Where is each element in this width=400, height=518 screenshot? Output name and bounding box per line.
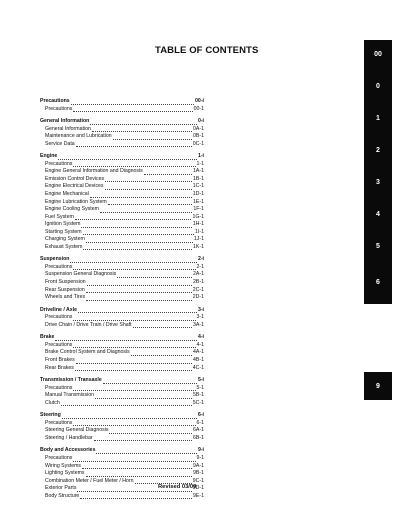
toc-entry-page-number: 1I-1	[195, 228, 204, 235]
dot-leader	[80, 498, 192, 499]
dot-leader	[81, 227, 191, 228]
dot-leader	[75, 219, 192, 220]
toc-entry[interactable]	[40, 106, 204, 114]
toc-entry-page-number: 6A-1	[193, 427, 204, 434]
toc-entry-page-number: 5-1	[196, 384, 204, 391]
toc-entry[interactable]	[40, 133, 204, 141]
toc-entry[interactable]	[40, 427, 204, 435]
toc-heading-page-number: 1-i	[197, 153, 204, 160]
toc-entry-label: Rear Brakes	[45, 364, 74, 371]
toc-entry-label: Precautions	[45, 419, 73, 426]
dot-leader	[131, 355, 192, 356]
toc-entry-label: Precautions	[45, 341, 73, 348]
toc-entry-page-number: 1H-1	[192, 221, 204, 228]
toc-entry-label: Rear Suspension	[45, 286, 85, 293]
toc-entry[interactable]	[40, 420, 204, 428]
dot-leader	[103, 383, 197, 384]
dot-leader	[77, 491, 191, 492]
toc-heading[interactable]	[40, 153, 204, 161]
toc-entry[interactable]	[40, 191, 204, 199]
toc-entry-page-number: 6B-1	[193, 434, 204, 441]
toc-entry-page-number: 9-1	[196, 454, 204, 461]
toc-entry-label: Engine Lubrication System	[45, 198, 107, 205]
toc-entry-page-number: 0B-1	[193, 133, 204, 140]
toc-entry[interactable]	[40, 287, 204, 295]
toc-entry-label: Front Brakes	[45, 356, 75, 363]
toc-entry-label: Precautions	[45, 384, 73, 391]
dot-leader	[62, 418, 197, 419]
toc-heading[interactable]	[40, 307, 204, 315]
dot-leader	[73, 347, 195, 348]
toc-entry[interactable]	[40, 271, 204, 279]
toc-entry-label: Emission Control Devices	[45, 175, 105, 182]
section-tab[interactable]: 2	[364, 136, 392, 164]
toc-heading[interactable]	[40, 118, 204, 126]
toc-entry[interactable]	[40, 199, 204, 207]
dot-leader	[86, 242, 193, 243]
toc-entry-page-number: 9A-1	[193, 462, 204, 469]
toc-entry-page-number: 0C-1	[192, 140, 204, 147]
toc-section	[40, 98, 204, 113]
toc-entry[interactable]	[40, 385, 204, 393]
toc-entry-page-number: 1E-1	[193, 198, 204, 205]
toc-heading[interactable]	[40, 334, 204, 342]
dot-leader	[73, 320, 195, 321]
toc-entry[interactable]	[40, 214, 204, 222]
toc-entry-label: Suspension General Diagnosis	[45, 271, 117, 278]
toc-entry-label: Precautions	[45, 160, 73, 167]
toc-entry[interactable]	[40, 279, 204, 287]
dot-leader	[90, 197, 192, 198]
dot-leader	[86, 300, 192, 301]
dot-leader	[71, 104, 194, 105]
toc-entry-label: Wiring Systems	[45, 462, 82, 469]
dot-leader	[109, 433, 192, 434]
toc-heading[interactable]	[40, 256, 204, 264]
toc-entry-page-number: 4-1	[196, 341, 204, 348]
dot-leader	[83, 234, 194, 235]
toc-entry[interactable]	[40, 435, 204, 443]
toc-entry-label: Body Structure	[45, 492, 80, 499]
toc-entry[interactable]	[40, 322, 204, 330]
toc-entry-label: Starting System	[45, 228, 82, 235]
toc-entry-page-number: 00-1	[193, 105, 204, 112]
toc-entry-label: Front Suspension	[45, 279, 86, 286]
toc-entry-page-number: 2-1	[196, 263, 204, 270]
dot-leader	[144, 174, 192, 175]
toc-heading-label: Steering	[40, 412, 61, 419]
section-tab[interactable]: 1	[364, 104, 392, 132]
toc-entry-label: Exhaust System	[45, 243, 83, 250]
toc-entry-label: Exterior Parts	[45, 485, 77, 492]
toc-entry[interactable]	[40, 229, 204, 237]
toc-entry-page-number: 2D-1	[192, 294, 204, 301]
section-tab[interactable]: 3	[364, 168, 392, 196]
section-tab[interactable]: 5	[364, 232, 392, 260]
toc-entry-label: Fuel System	[45, 213, 74, 220]
dot-leader	[100, 212, 192, 213]
dot-leader	[105, 181, 192, 182]
dot-leader	[92, 131, 192, 132]
toc-entry-label: Precautions	[45, 263, 73, 270]
dot-leader	[95, 398, 192, 399]
dot-leader	[113, 139, 192, 140]
dot-leader	[73, 461, 195, 462]
toc-entry[interactable]	[40, 244, 204, 252]
toc-heading-label: General Information	[40, 118, 90, 125]
toc-entry-page-number: 2C-1	[192, 286, 204, 293]
toc-entry-label: Clutch	[45, 399, 60, 406]
toc-entry-page-number: 5C-1	[192, 399, 204, 406]
section-tab[interactable]: 4	[364, 200, 392, 228]
toc-entry-label: Precautions	[45, 105, 73, 112]
toc-entry[interactable]	[40, 264, 204, 272]
section-tab[interactable]: 00	[364, 40, 392, 68]
dot-leader	[73, 390, 195, 391]
section-tab[interactable]: 0	[364, 72, 392, 100]
toc-entry-page-number: 1J-1	[193, 236, 204, 243]
toc-heading-label: Body and Accessories	[40, 447, 96, 454]
toc-entry[interactable]	[40, 455, 204, 463]
dot-leader	[96, 453, 196, 454]
dot-leader	[133, 327, 193, 328]
table-of-contents	[40, 98, 204, 505]
toc-entry-page-number: 1B-1	[193, 175, 204, 182]
toc-entry-page-number: 4B-1	[193, 356, 204, 363]
toc-heading[interactable]	[40, 377, 204, 385]
toc-entry[interactable]	[40, 493, 204, 501]
toc-entry-page-number: 1F-1	[193, 206, 204, 213]
toc-heading-page-number: 0-i	[197, 118, 204, 125]
toc-entry-label: Steering / Handlebar	[45, 434, 93, 441]
toc-entry-page-number: 1C-1	[192, 183, 204, 190]
toc-entry-page-number: 3-1	[196, 314, 204, 321]
toc-entry[interactable]	[40, 236, 204, 244]
toc-entry[interactable]	[40, 168, 204, 176]
dot-leader	[83, 249, 192, 250]
toc-heading-page-number: 6-i	[197, 412, 204, 419]
toc-heading-label: Transmission / Transaxle	[40, 377, 102, 384]
toc-entry-label: Manual Transmission	[45, 392, 95, 399]
toc-entry[interactable]	[40, 342, 204, 350]
toc-section	[40, 412, 204, 442]
dot-leader	[108, 204, 192, 205]
toc-section	[40, 153, 204, 251]
toc-entry-label: Lighting Systems	[45, 470, 85, 477]
toc-entry[interactable]	[40, 161, 204, 169]
toc-entry-label: Service Data	[45, 140, 75, 147]
toc-entry-page-number: 9B-1	[193, 470, 204, 477]
toc-entry[interactable]	[40, 176, 204, 184]
toc-entry-label: Ignition System	[45, 221, 81, 228]
toc-entry-label: General Information	[45, 125, 91, 132]
toc-heading-page-number: 4-i	[197, 334, 204, 341]
toc-section	[40, 256, 204, 301]
toc-entry-page-number: 6-1	[196, 419, 204, 426]
toc-entry-label: Brake Control System and Diagnosis	[45, 349, 130, 356]
toc-entry-label: Charging System	[45, 236, 85, 243]
toc-entry-page-number: 5B-1	[193, 392, 204, 399]
dot-leader	[61, 405, 192, 406]
dot-leader	[86, 476, 193, 477]
dot-leader	[86, 292, 192, 293]
toc-heading-page-number: 5-i	[197, 377, 204, 384]
dot-leader	[73, 269, 195, 270]
toc-entry-page-number: 4C-1	[192, 364, 204, 371]
toc-entry-page-number: 1-1	[196, 160, 204, 167]
toc-entry-label: Combination Meter / Fuel Meter / Horn	[45, 477, 134, 484]
toc-entry-label: Precautions	[45, 454, 73, 461]
section-tab[interactable]: 6	[364, 268, 392, 296]
dot-leader	[70, 262, 197, 263]
toc-section	[40, 334, 204, 372]
dot-leader	[55, 340, 197, 341]
toc-entry-page-number: 2B-1	[193, 279, 204, 286]
toc-entry-label: Engine Electrical Devices	[45, 183, 104, 190]
toc-entry-page-number: 4A-1	[193, 349, 204, 356]
dot-leader	[73, 111, 192, 112]
toc-entry-page-number: 1K-1	[193, 243, 204, 250]
dot-leader	[105, 189, 192, 190]
toc-entry[interactable]	[40, 357, 204, 365]
toc-entry[interactable]	[40, 126, 204, 134]
toc-entry[interactable]	[40, 392, 204, 400]
toc-entry-label: Engine Cooling System	[45, 206, 99, 213]
dot-leader	[76, 146, 192, 147]
toc-entry-page-number: 1G-1	[192, 213, 204, 220]
dot-leader	[58, 159, 197, 160]
toc-heading[interactable]	[40, 447, 204, 455]
toc-entry-label: Drive Chain / Drive Train / Drive Shaft	[45, 321, 132, 328]
dot-leader	[117, 277, 192, 278]
toc-heading-label: Engine	[40, 153, 58, 160]
toc-entry[interactable]	[40, 314, 204, 322]
toc-heading-page-number: 9-i	[197, 447, 204, 454]
toc-heading-label: Brake	[40, 334, 55, 341]
toc-entry[interactable]	[40, 463, 204, 471]
toc-entry[interactable]	[40, 294, 204, 302]
toc-heading-label: Precautions	[40, 98, 70, 104]
toc-heading-label: Suspension	[40, 256, 70, 263]
dot-leader	[90, 124, 197, 125]
page-title: TABLE OF CONTENTS	[155, 45, 259, 56]
dot-leader	[75, 370, 192, 371]
dot-leader	[73, 166, 195, 167]
toc-entry[interactable]	[40, 141, 204, 149]
toc-entry[interactable]	[40, 349, 204, 357]
toc-heading-page-number: 3-i	[197, 306, 204, 313]
toc-heading-page-number: 2-i	[197, 256, 204, 263]
dot-leader	[76, 363, 192, 364]
toc-entry-page-number: 9E-1	[193, 492, 204, 499]
toc-entry-label: Precautions	[45, 314, 73, 321]
toc-entry-label: Engine Mechanical	[45, 191, 89, 198]
toc-entry-page-number: 1A-1	[193, 168, 204, 175]
toc-heading[interactable]	[40, 98, 204, 106]
toc-entry-label: Maintenance and Lubrication	[45, 133, 112, 140]
toc-entry-page-number: 9C-1	[192, 477, 204, 484]
toc-entry[interactable]	[40, 183, 204, 191]
toc-entry-page-number: 9D-1	[192, 485, 204, 492]
toc-entry-page-number: 2A-1	[193, 271, 204, 278]
toc-section	[40, 118, 204, 148]
toc-entry-label: Engine General Information and Diagnosis	[45, 168, 143, 175]
toc-section	[40, 377, 204, 407]
toc-entry-label: Steering General Diagnosis	[45, 427, 109, 434]
toc-entry-label: Wheels and Tires	[45, 294, 86, 301]
toc-entry[interactable]	[40, 221, 204, 229]
toc-entry[interactable]	[40, 470, 204, 478]
dot-leader	[82, 468, 192, 469]
toc-section	[40, 307, 204, 330]
section-tab[interactable]: 9	[364, 372, 392, 400]
revision-note: Revised 03/09	[158, 484, 197, 490]
toc-section	[40, 447, 204, 500]
dot-leader	[94, 440, 192, 441]
toc-heading-label: Driveline / Axle	[40, 306, 78, 313]
toc-entry[interactable]	[40, 206, 204, 214]
toc-entry-page-number: 3A-1	[193, 321, 204, 328]
dot-leader	[78, 312, 197, 313]
toc-entry-page-number: 1D-1	[192, 191, 204, 198]
toc-entry[interactable]	[40, 400, 204, 408]
dot-leader	[87, 285, 192, 286]
toc-entry-page-number: 0A-1	[193, 125, 204, 132]
toc-heading-page-number: 00-i	[195, 98, 204, 104]
dot-leader	[73, 425, 195, 426]
toc-heading[interactable]	[40, 412, 204, 420]
toc-entry[interactable]	[40, 365, 204, 373]
